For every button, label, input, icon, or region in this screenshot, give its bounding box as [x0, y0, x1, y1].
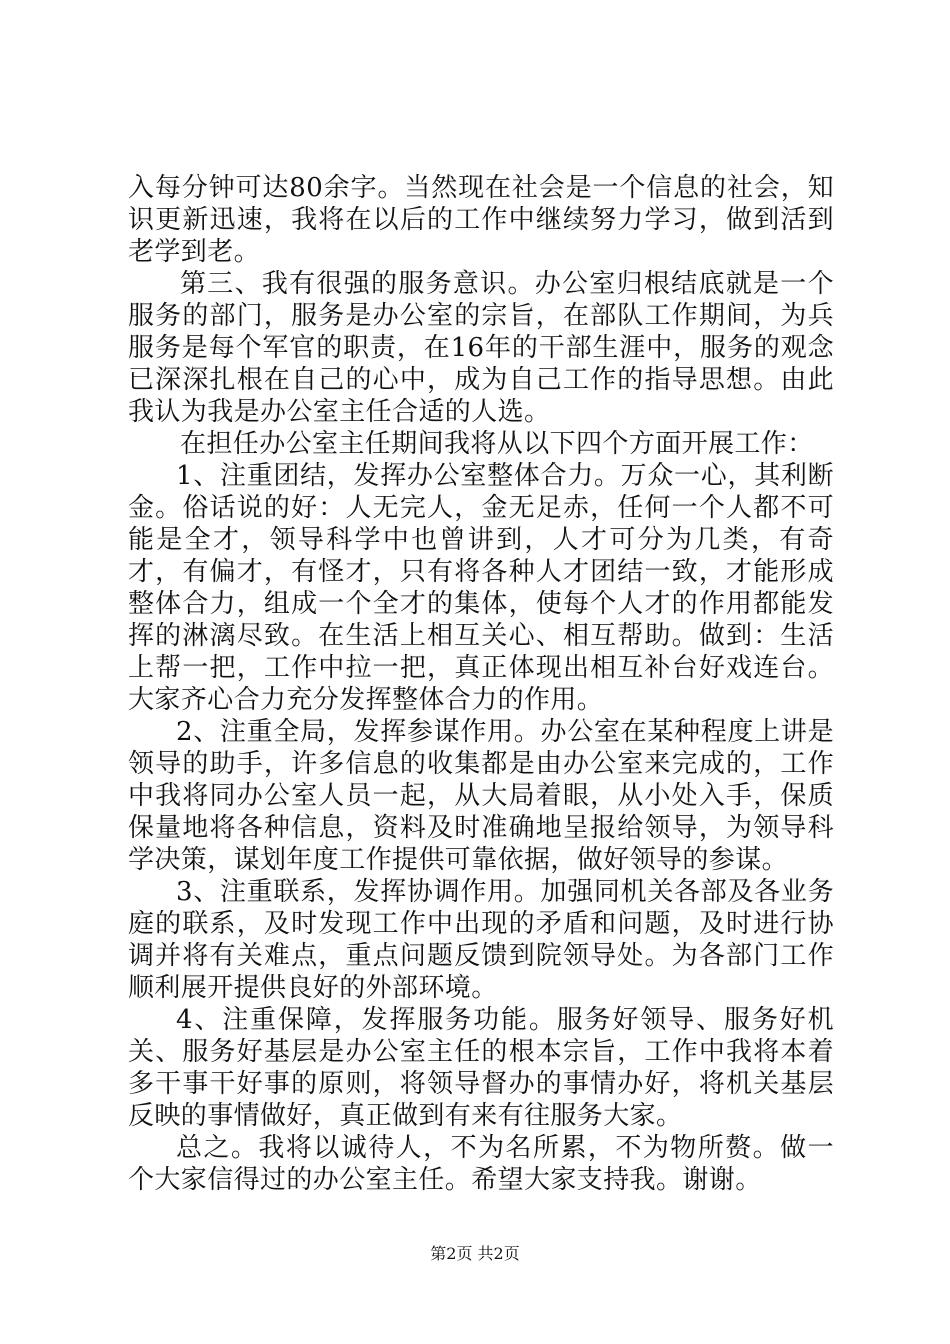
- paragraph-point-1: 1、注重团结，发挥办公室整体合力。万众一心，其利断金。俗话说的好：人无完人，金无足赤，任何一个人都不可能是全才，领导科学中也曾讲到，人才可分为几类，有奇才，有偏才，有怪才，只有将各种人才团结一致，才能形成整体合力，组成一个全才的集体，使每个人才的作用都能发挥的淋漓尽致。在生活上相互关心、相互帮助。做到：生活上帮一把，工作中拉一把，真正体现出相互补台好戏连台。大家齐心合力充分发挥整体合力的作用。: [128, 461, 834, 715]
- document-body: [128, 172, 834, 1196]
- paragraph-point-2: 2、注重全局，发挥参谋作用。办公室在某种程度上讲是领导的助手，许多信息的收集都是由办公室来完成的，工作中我将同办公室人员一起，从大局着眼，从小处入手，保质保量地将各种信息，资料及时准确地呈报给领导，为领导科学决策，谋划年度工作提供可靠依据，做好领导的参谋。: [128, 717, 834, 875]
- paragraph-continuation: 入每分钟可达80余字。当然现在社会是一个信息的社会，知识更新迅速，我将在以后的工作中继续努力学习，做到活到老学到老。: [128, 173, 834, 267]
- paragraph-work-plan-intro: 在担任办公室主任期间我将从以下四个方面开展工作：: [180, 429, 814, 459]
- page-number-footer: 第2页 共2页: [430, 1244, 520, 1263]
- paragraph-point-3: 3、注重联系，发挥协调作用。加强同机关各部及各业务庭的联系，及时发现工作中出现的矛盾和问题，及时进行协调并将有关难点，重点问题反馈到院领导处。为各部门工作顺利展开提供良好的外部环境。: [128, 877, 834, 1003]
- paragraph-point-4: 4、注重保障，发挥服务功能。服务好领导、服务好机关、服务好基层是办公室主任的根本宗旨，工作中我将本着多干事干好事的原则，将领导督办的事情办好，将机关基层反映的事情做好，真正做到有来有往服务大家。: [128, 1005, 834, 1131]
- paragraph-conclusion: 总之。我将以诚待人，不为名所累，不为物所赘。做一个大家信得过的办公室主任。希望大家支持我。谢谢。: [128, 1133, 834, 1195]
- paragraph-service-awareness: 第三、我有很强的服务意识。办公室归根结底就是一个服务的部门，服务是办公室的宗旨，在部队工作期间，为兵服务是每个军官的职责，在16年的干部生涯中，服务的观念已深深扎根在自己的心中，成为自己工作的指导思想。由此我认为我是办公室主任合适的人选。: [128, 269, 834, 427]
